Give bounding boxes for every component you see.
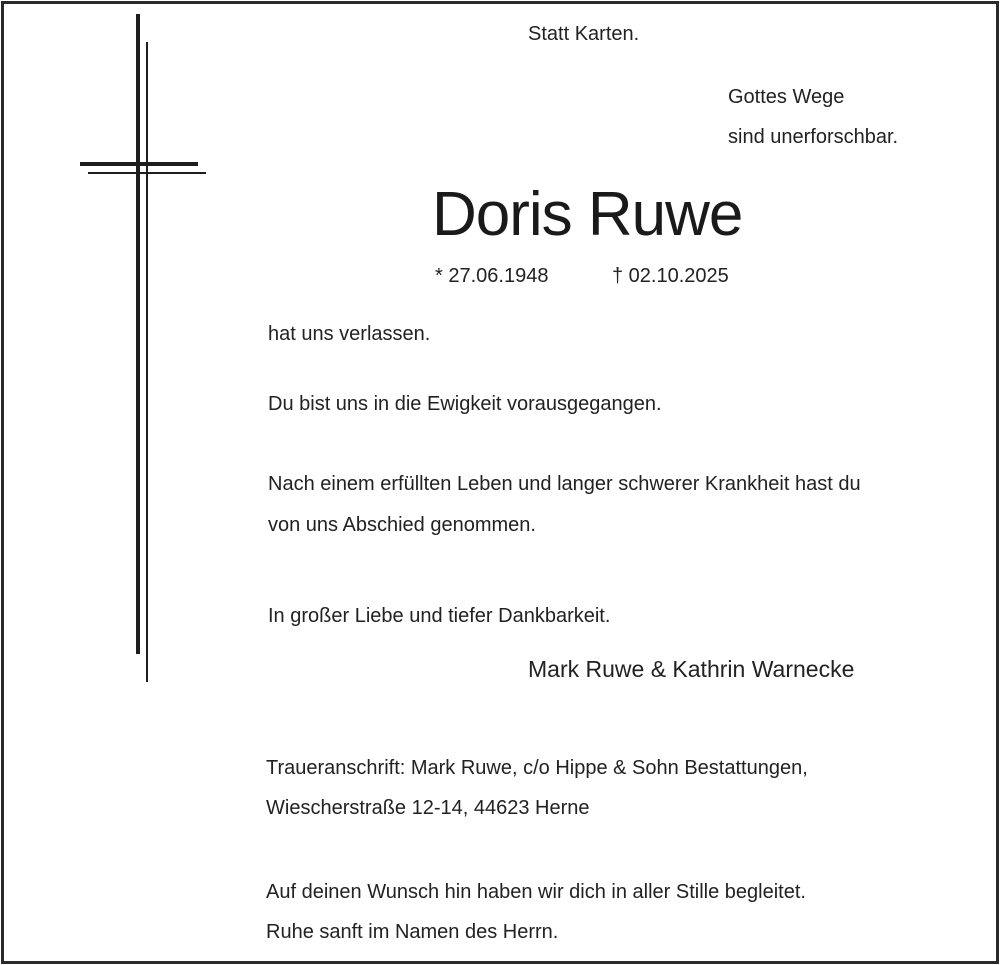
body-line-2: Du bist uns in die Ewigkeit vorausgegangen. xyxy=(268,393,662,415)
body-line-1: hat uns verlassen. xyxy=(268,323,431,345)
body-line-4: In großer Liebe und tiefer Dankbarkeit. xyxy=(268,605,611,627)
cross-horizontal-line xyxy=(88,172,206,174)
motto-line-2: sind unerforschbar. xyxy=(728,126,899,148)
cross-vertical-bar xyxy=(136,14,140,654)
address-line-2: Wiescherstraße 12-14, 44623 Herne xyxy=(266,797,590,819)
death-date: † 02.10.2025 xyxy=(612,265,729,287)
cross-horizontal-bar xyxy=(80,162,198,166)
birth-date: * 27.06.1948 xyxy=(435,265,549,287)
signers: Mark Ruwe & Kathrin Warnecke xyxy=(528,656,855,682)
deceased-name: Doris Ruwe xyxy=(432,180,743,249)
statt-karten-text: Statt Karten. xyxy=(528,23,640,45)
body-line-3b: von uns Abschied genommen. xyxy=(268,514,536,536)
address-line-1: Traueranschrift: Mark Ruwe, c/o Hippe & Sohn Bestattungen, xyxy=(266,757,808,779)
motto-line-1: Gottes Wege xyxy=(728,86,845,108)
body-line-3a: Nach einem erfüllten Leben und langer schwerer Krankheit hast du xyxy=(268,473,861,495)
cross-vertical-line xyxy=(146,42,148,682)
closing-line-2: Ruhe sanft im Namen des Herrn. xyxy=(266,921,559,943)
closing-line-1: Auf deinen Wunsch hin haben wir dich in aller Stille begleitet. xyxy=(266,881,806,903)
